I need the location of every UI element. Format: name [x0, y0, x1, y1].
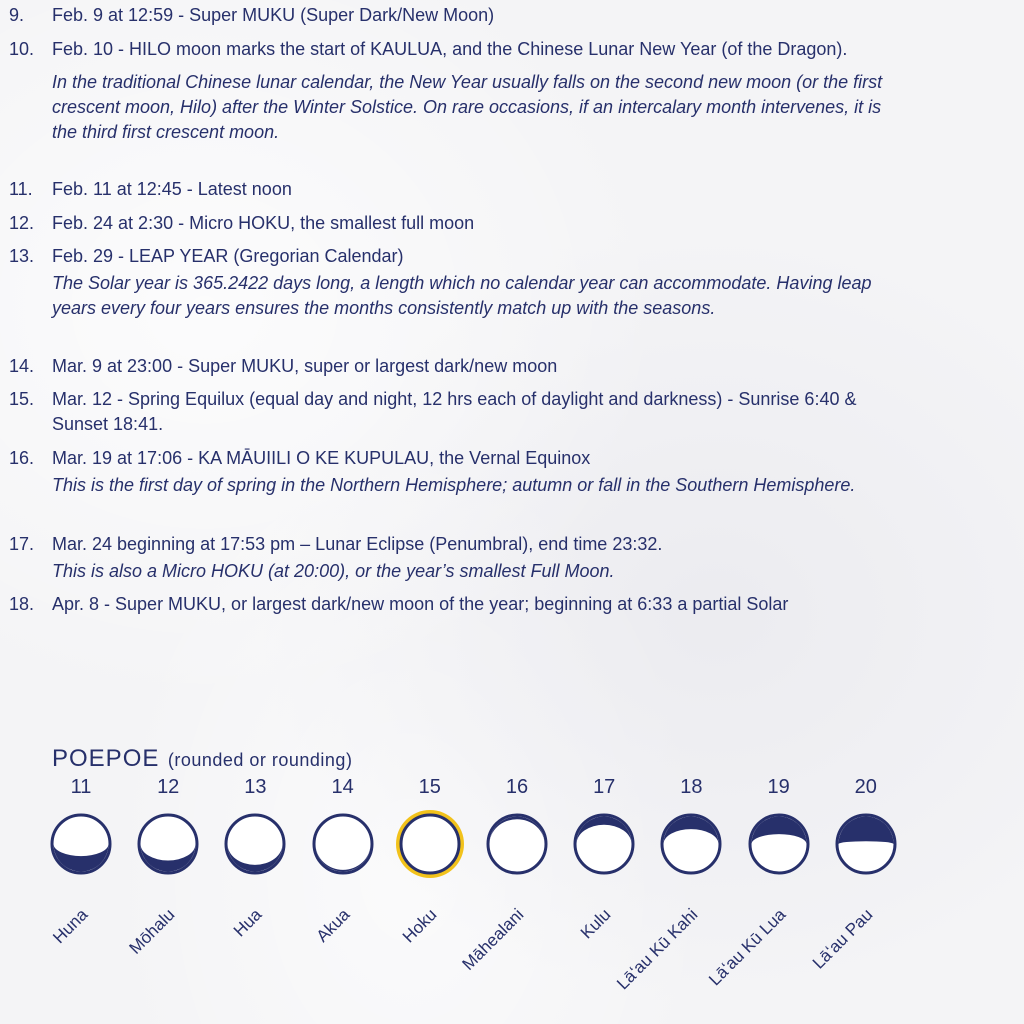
event-text: Feb. 11 at 12:45 - Latest noon: [52, 179, 292, 199]
event-note: The Solar year is 365.2422 days long, a length which no calendar year can accommodate. Having leap years every four years ensures the months consistently match up with the seasons.: [52, 273, 872, 318]
moon-phase-name: Akua: [312, 905, 354, 946]
event-text: Mar. 24 beginning at 17:53 pm – Lunar Eclipse (Penumbral), end time 23:32.: [52, 534, 663, 554]
event-text: Feb. 29 - LEAP YEAR (Gregorian Calendar): [52, 246, 404, 266]
moon-phase-number: 18: [680, 776, 703, 798]
moon-phase-name: Mōhalu: [125, 905, 179, 958]
event-number: 17.: [9, 534, 35, 554]
moon-phase-number: 15: [418, 776, 441, 798]
event-text: Mar. 12 - Spring Equilux (equal day and night, 12 hrs each of daylight and darkness) - Sunrise 6:40 & Sunset 18:41.: [52, 389, 857, 434]
moon-phase-number: 13: [244, 776, 267, 798]
moon-icon: [137, 813, 199, 875]
moon-phase-name: Hoku: [398, 905, 441, 947]
event-number: 14.: [9, 356, 35, 376]
moon-phase-name: Huna: [49, 905, 92, 948]
event-text: Mar. 19 at 17:06 - KA MĀUIILI O KE KUPULAU, the Vernal Equinox: [52, 448, 591, 468]
moon-icon: [50, 813, 112, 875]
moon-phase-name: Kulu: [577, 905, 615, 943]
moon-icon: [391, 805, 469, 883]
event-text: Feb. 10 - HILO moon marks the start of KAULUA, and the Chinese Lunar New Year (of the Dragon).: [52, 39, 848, 59]
moon-icon: [660, 813, 722, 875]
moon-phase-name: Lāʻau Kū Lua: [704, 905, 790, 990]
event-number: 10.: [9, 39, 35, 59]
event-number: 11.: [9, 179, 33, 199]
moon-phase-number: 11: [70, 776, 92, 798]
poepoe-subtitle: (rounded or rounding): [167, 750, 353, 770]
event-text: Apr. 8 - Super MUKU, or largest dark/new moon of the year; beginning at 6:33 a partial Solar: [52, 594, 789, 614]
moon-phase-number: 19: [767, 776, 790, 798]
event-text: Feb. 24 at 2:30 - Micro HOKU, the smallest full moon: [52, 213, 475, 233]
event-text: Mar. 9 at 23:00 - Super MUKU, super or largest dark/new moon: [52, 356, 558, 376]
event-number: 9.: [9, 5, 25, 25]
event-number: 15.: [9, 389, 35, 409]
event-note: This is the first day of spring in the Northern Hemisphere; autumn or fall in the Southern Hemisphere.: [52, 475, 856, 495]
moon-phase-name: Hua: [230, 905, 266, 941]
moon-phase-number: 17: [593, 776, 616, 798]
poepoe-title: POEPOE: [52, 745, 160, 772]
poepoe-heading: [52, 745, 352, 773]
moon-phase-name: Lāʻau Pau: [808, 905, 877, 973]
moon-phase-number: 20: [854, 776, 877, 798]
moon-icon: [312, 813, 374, 875]
moon-icon: [224, 813, 286, 875]
moon-phase-number: 14: [331, 776, 354, 798]
event-number: 18.: [9, 594, 35, 614]
moon-icon: [573, 813, 635, 875]
moon-phase-number: 16: [505, 776, 529, 798]
moon-icon: [835, 813, 897, 875]
event-number: 12.: [9, 213, 35, 233]
event-text: Feb. 9 at 12:59 - Super MUKU (Super Dark/New Moon): [52, 5, 495, 25]
moon-phase-name: Lāʻau Kū Kahi: [613, 905, 702, 994]
moon-icon: [486, 813, 548, 875]
event-note: In the traditional Chinese lunar calendar, the New Year usually falls on the second new moon (or the first crescent moon, Hilo) after the Winter Solstice. On rare occasions, if an intercalary month intervenes, it is the third first crescent moon.: [52, 72, 883, 142]
moon-icon: [748, 813, 810, 875]
event-note: This is also a Micro HOKU (at 20:00), or the year’s smallest Full Moon.: [52, 561, 615, 581]
event-number: 13.: [9, 246, 35, 266]
moon-phase-number: 12: [157, 776, 180, 798]
event-number: 16.: [9, 448, 35, 468]
moon-phase-name: Māhealani: [458, 905, 528, 974]
